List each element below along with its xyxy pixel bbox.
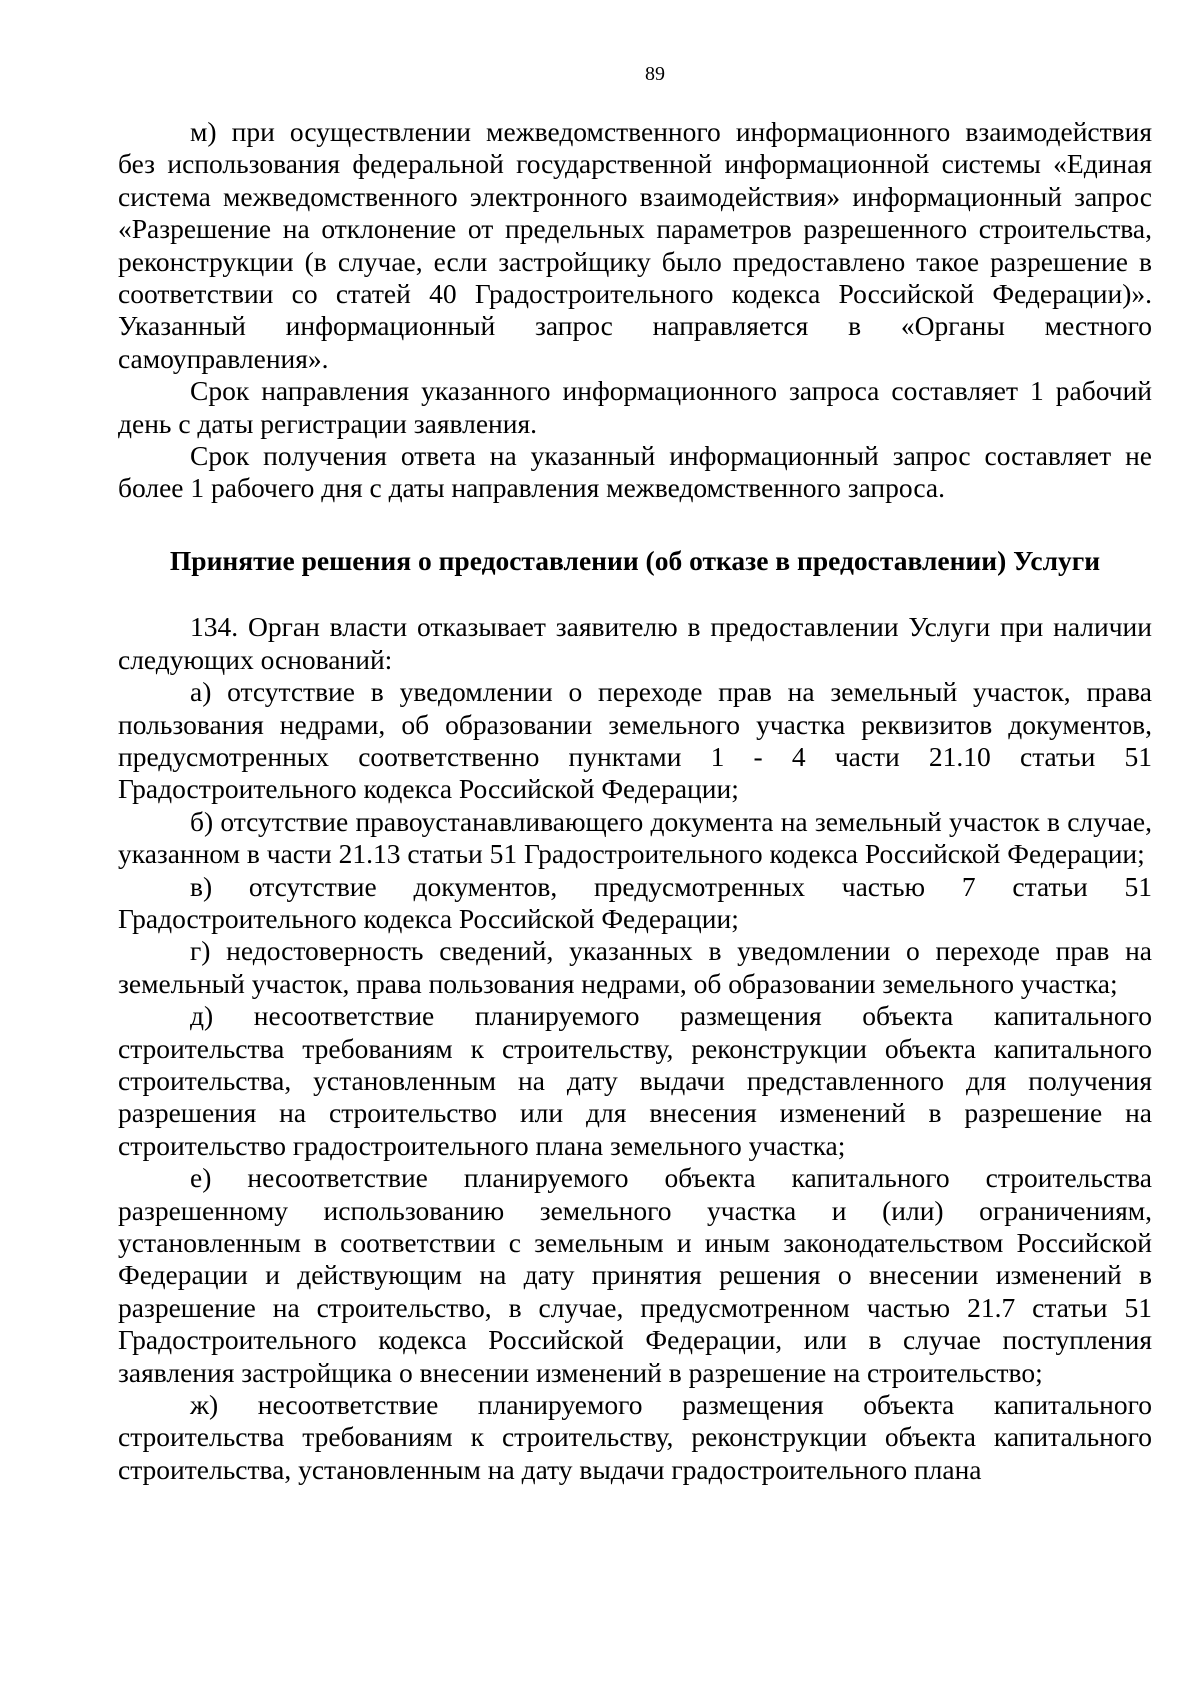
page-number: 89 <box>645 63 665 85</box>
section-title: Принятие решения о предоставлении (об отказе в предоставлении) Услуги <box>169 544 1101 576</box>
paragraph-a: а) отсутствие в уведомлении о переходе прав на земельный участок, права пользования недрами, об образовании земельного участка реквизитов документов, предусмотренных соответственно пунктами 1 - 4 части 21.10 статьи 51 Градостроительного кодекса Российской Федерации; <box>118 676 1152 805</box>
paragraph-134: 134. Орган власти отказывает заявителю в предоставлении Услуги при наличии следующих оснований: <box>118 611 1152 675</box>
paragraph-response-deadline: Срок получения ответа на указанный информационный запрос составляет не более 1 рабочего дня с даты направления межведомственного запроса. <box>118 440 1152 504</box>
paragraph-request-deadline: Срок направления указанного информационного запроса составляет 1 рабочий день с даты регистрации заявления. <box>118 375 1152 439</box>
paragraph-b: б) отсутствие правоустанавливающего документа на земельный участок в случае, указанном в части 21.13 статьи 51 Градостроительного кодекса Российской Федерации; <box>118 805 1152 870</box>
paragraph-zh: ж) несоответствие планируемого размещения объекта капитального строительства требованиям к строительству, реконструкции объекта капитального строительства, установленным на дату выдачи градостроительного плана <box>118 1389 1152 1485</box>
paragraph-m: м) при осуществлении межведомственного информационного взаимодействия без использования федеральной государственной информационной системы «Единая система межведомственного электронного взаимодействия» информационный запрос «Разрешение на отклонение от предельных параметров разрешенного строительства, реконструкции (в случае, если застройщику было предоставлено такое разрешение в соответствии со статей 40 Градостроительного кодекса Российской Федерации)». Указанный информационный запрос направляется в «Органы местного самоуправления». <box>118 116 1152 374</box>
paragraph-g: г) недостоверность сведений, указанных в уведомлении о переходе прав на земельный участок, права пользования недрами, об образовании земельного участка; <box>118 935 1152 999</box>
document-page <box>118 60 1152 1486</box>
paragraph-e: е) несоответствие планируемого объекта капитального строительства разрешенному использованию земельного участка и (или) ограничениям, установленным в соответствии с земельным и иным законодательством Российской Федерации и действующим на дату принятия решения о внесении изменений в разрешение на строительство, в случае, предусмотренном частью 21.7 статьи 51 Градостроительного кодекса Российской Федерации, или в случае поступления заявления застройщика о внесении изменений в разрешение на строительство; <box>118 1162 1152 1388</box>
paragraph-d: д) несоответствие планируемого размещения объекта капитального строительства требованиям к строительству, реконструкции объекта капитального строительства, установленным на дату выдачи представленного для получения разрешения на строительство или для внесения изменений в разрешение на строительство градостроительного плана земельного участка; <box>118 1000 1152 1161</box>
paragraph-v: в) отсутствие документов, предусмотренных частью 7 статьи 51 Градостроительного кодекса Российской Федерации; <box>118 870 1152 934</box>
